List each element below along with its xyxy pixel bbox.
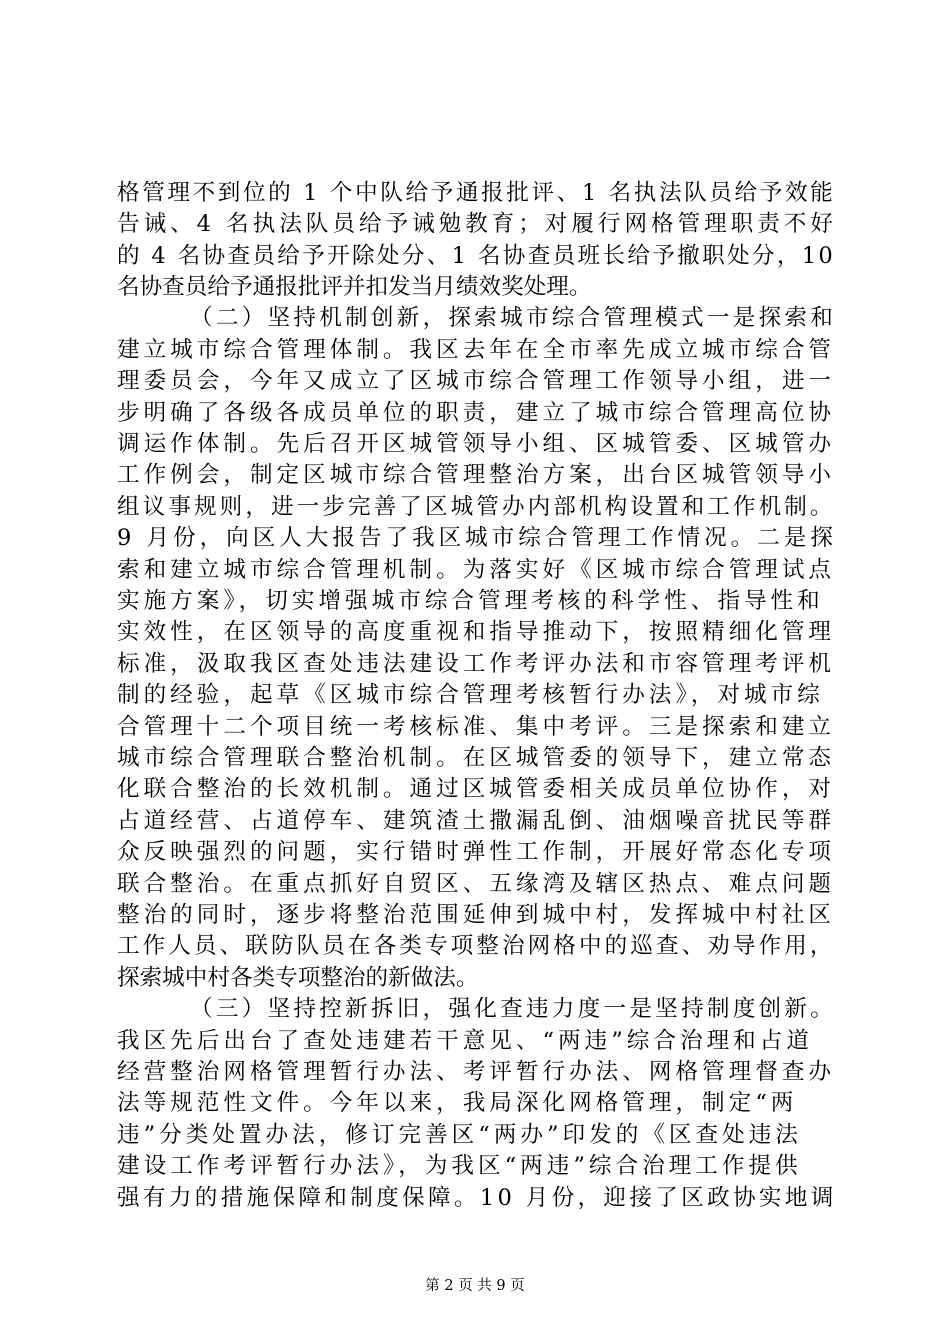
paragraph-line: （二）坚持机制创新，探索城市综合管理模式一是探索和: [190, 305, 837, 331]
paragraph-line: 组议事规则，进一步完善了区城管办内部机构设置和工作机制。: [117, 494, 836, 520]
paragraph-line: 工作例会，制定区城市综合管理整治方案，出台区城管领导小: [117, 462, 836, 488]
paragraph-line: 实效性，在区领导的高度重视和指导推动下，按照精细化管理: [117, 619, 836, 645]
paragraph-line: 告诫、4 名执法队员给予诫勉教育；对履行网格管理职责不好: [117, 211, 837, 237]
paragraph-line: 理委员会，今年又成立了区城市综合管理工作领导小组，进一: [117, 368, 836, 394]
paragraph-line: 城市综合管理联合整治机制。在区城管委的领导下，建立常态: [117, 745, 836, 771]
paragraph-line: 实施方案》，切实增强城市综合管理考核的科学性、指导性和: [117, 588, 824, 614]
paragraph-line: 经营整治网格管理暂行办法、考评暂行办法、网格管理督查办: [117, 1059, 836, 1085]
paragraph-line: 违”分类处置办法，修订完善区“两办”印发的《区查处违法: [117, 1122, 802, 1148]
paragraph-line: 众反映强烈的问题，实行错时弹性工作制，开展好常态化专项: [117, 839, 836, 865]
paragraph-line: 强有力的措施保障和制度保障。10 月份，迎接了区政协实地调: [117, 1185, 837, 1211]
paragraph-line: 法等规范性文件。今年以来，我局深化网格管理，制定“两: [117, 1090, 798, 1116]
paragraph-line: 探索城中村各类专项整治的新做法。: [117, 965, 479, 991]
paragraph-line: 步明确了各级各成员单位的职责，建立了城市综合管理高位协: [117, 400, 836, 426]
paragraph-line: 联合整治。在重点抓好自贸区、五缘湾及辖区热点、难点问题: [117, 871, 836, 897]
paragraph-line: 合管理十二个项目统一考核标准、集中考评。三是探索和建立: [117, 714, 836, 740]
paragraph-line: 占道经营、占道停车、建筑渣土撒漏乱倒、油烟噪音扰民等群: [117, 808, 836, 834]
paragraph-line: 名协查员给予通报批评并扣发当月绩效奖处理。: [117, 274, 592, 300]
paragraph-line: 索和建立城市综合管理机制。为落实好《区城市综合管理试点: [117, 557, 836, 583]
paragraph-line: 标准，汲取我区查处违法建设工作考评办法和市容管理考评机: [117, 651, 836, 677]
paragraph-line: 工作人员、联防队员在各类专项整治网格中的巡查、劝导作用，: [117, 933, 836, 959]
paragraph-line: 格管理不到位的 1 个中队给予通报批评、1 名执法队员给予效能: [117, 180, 836, 206]
paragraph-line: 的 4 名协查员给予开除处分、1 名协查员班长给予撤职处分，10: [117, 243, 836, 269]
paragraph-line: 建设工作考评暂行办法》，为我区“两违”综合治理工作提供: [117, 1153, 802, 1179]
paragraph-line: 我区先后出台了查处违建若干意见、“两违”综合治理和占道: [117, 1028, 813, 1054]
paragraph-line: （三）坚持控新拆旧，强化查违力度一是坚持制度创新。: [190, 996, 837, 1022]
paragraph-line: 整治的同时，逐步将整治范围延伸到城中村，发挥城中村社区: [117, 902, 836, 928]
paragraph-line: 9 月份，向区人大报告了我区城市综合管理工作情况。二是探: [117, 525, 837, 551]
page-number-footer: 第 2 页 共 9 页: [425, 1278, 525, 1294]
paragraph-line: 化联合整治的长效机制。通过区城管委相关成员单位协作，对: [117, 776, 836, 802]
paragraph-line: 调运作体制。先后召开区城管领导小组、区城管委、区城管办: [117, 431, 836, 457]
paragraph-line: 制的经验，起草《区城市综合管理考核暂行办法》，对城市综: [117, 682, 824, 708]
paragraph-line: 建立城市综合管理体制。我区去年在全市率先成立城市综合管: [117, 337, 836, 363]
